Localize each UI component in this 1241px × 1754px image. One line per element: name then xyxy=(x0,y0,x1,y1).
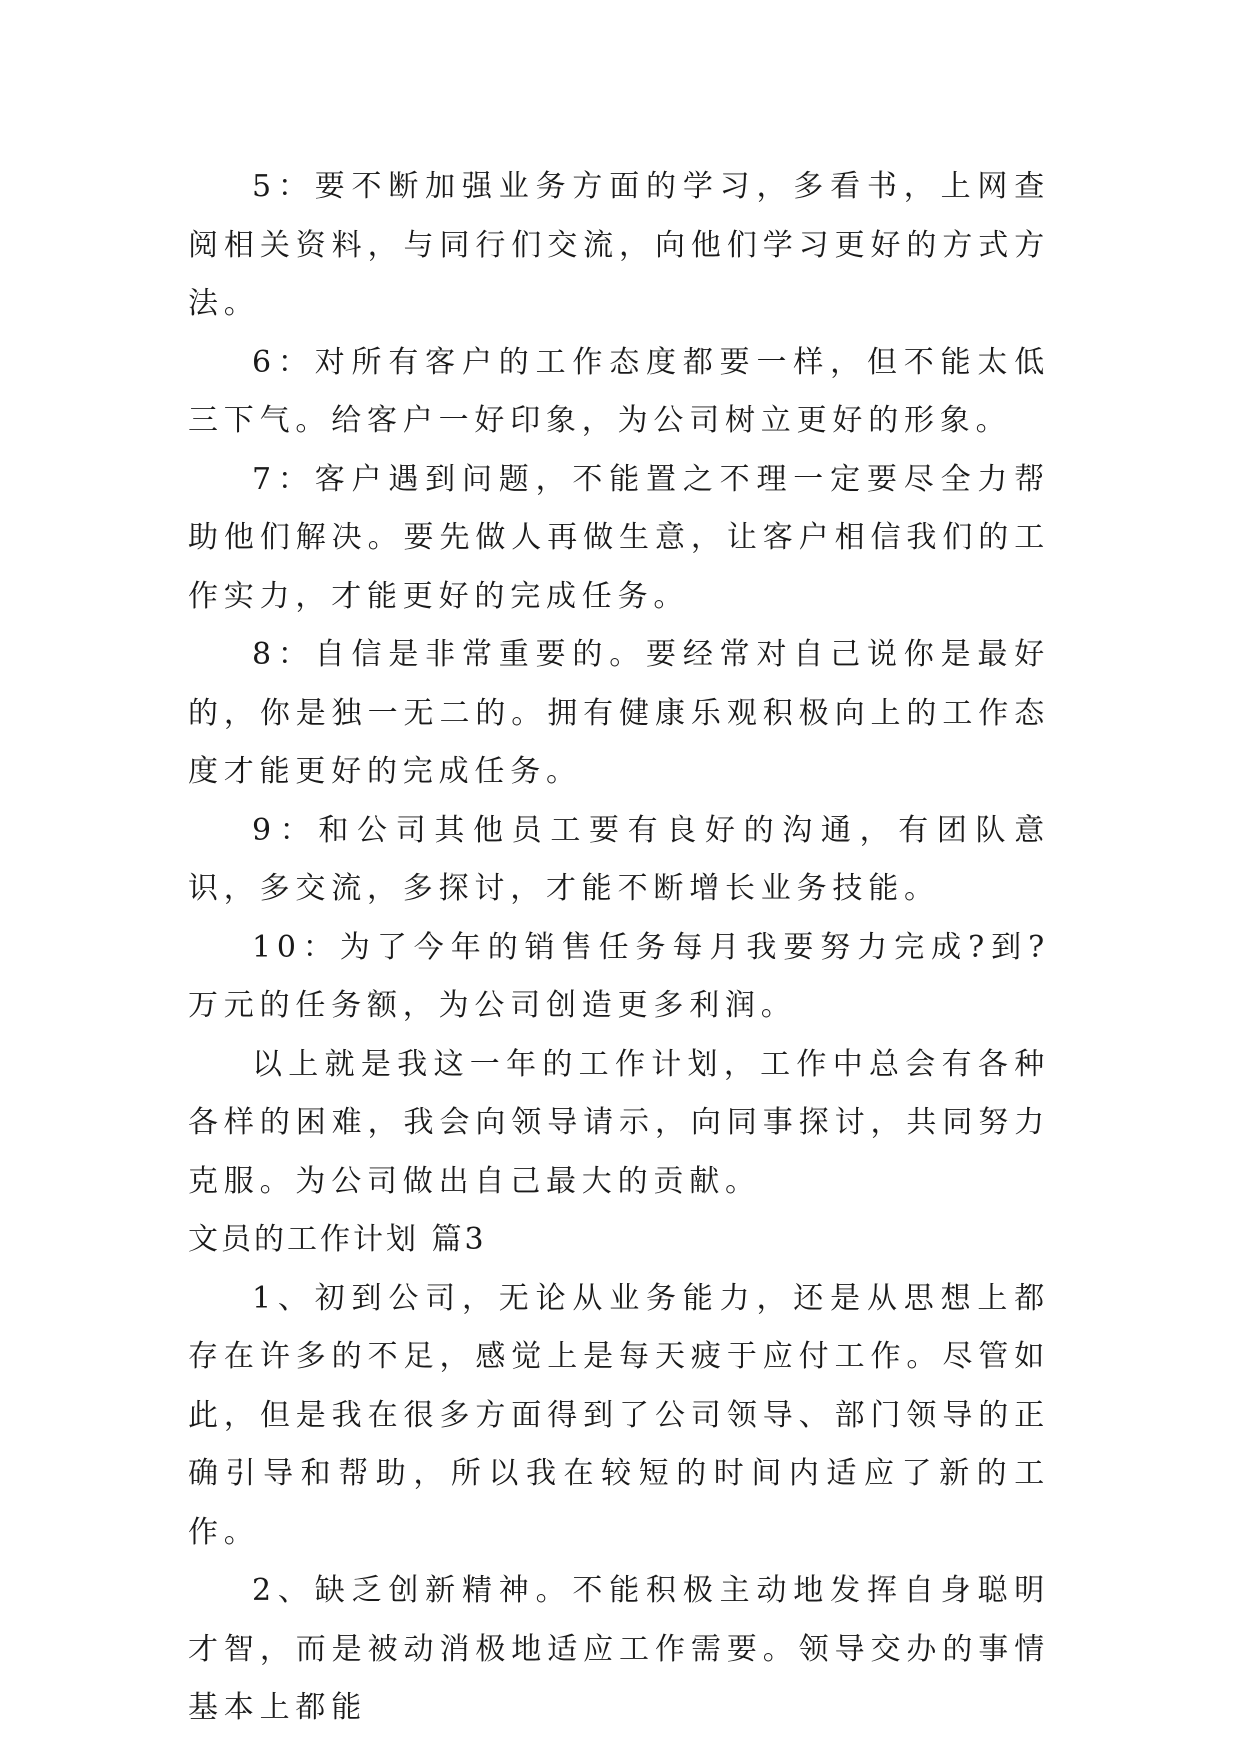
paragraph-item-6: 6：对所有客户的工作态度都要一样，但不能太低三下气。给客户一好印象，为公司树立更好的形象。 xyxy=(188,344,1050,438)
paragraph-item-9: 9：和公司其他员工要有良好的沟通，有团队意识，多交流，多探讨，才能不断增长业务技能。 xyxy=(188,812,1050,906)
document-page xyxy=(188,158,1050,1738)
paragraph-item-7: 7：客户遇到问题，不能置之不理一定要尽全力帮助他们解决。要先做人再做生意，让客户相信我们的工作实力，才能更好的完成任务。 xyxy=(188,461,1050,614)
paragraph-section3-item-1: 1、初到公司，无论从业务能力，还是从思想上都存在许多的不足，感觉上是每天疲于应付工作。尽管如此，但是我在很多方面得到了公司领导、部门领导的正确引导和帮助，所以我在较短的时间内适应了新的工作。 xyxy=(188,1280,1050,1550)
paragraph-item-8: 8：自信是非常重要的。要经常对自己说你是最好的，你是独一无二的。拥有健康乐观积极向上的工作态度才能更好的完成任务。 xyxy=(188,637,1050,789)
paragraph-item-10: 10：为了今年的销售任务每月我要努力完成?到?万元的任务额，为公司创造更多利润。 xyxy=(188,929,1050,1023)
paragraph-section3-item-2: 2、缺乏创新精神。不能积极主动地发挥自身聪明才智，而是被动消极地适应工作需要。领导交办的事情基本上都能 xyxy=(188,1573,1050,1725)
paragraph-summary: 以上就是我这一年的工作计划，工作中总会有各种各样的困难，我会向领导请示，向同事探讨，共同努力克服。为公司做出自己最大的贡献。 xyxy=(188,1046,1050,1199)
section-heading: 文员的工作计划 篇3 xyxy=(188,1222,487,1257)
paragraph-item-5: 5：要不断加强业务方面的学习，多看书，上网查阅相关资料，与同行们交流，向他们学习更好的方式方法。 xyxy=(188,169,1050,321)
